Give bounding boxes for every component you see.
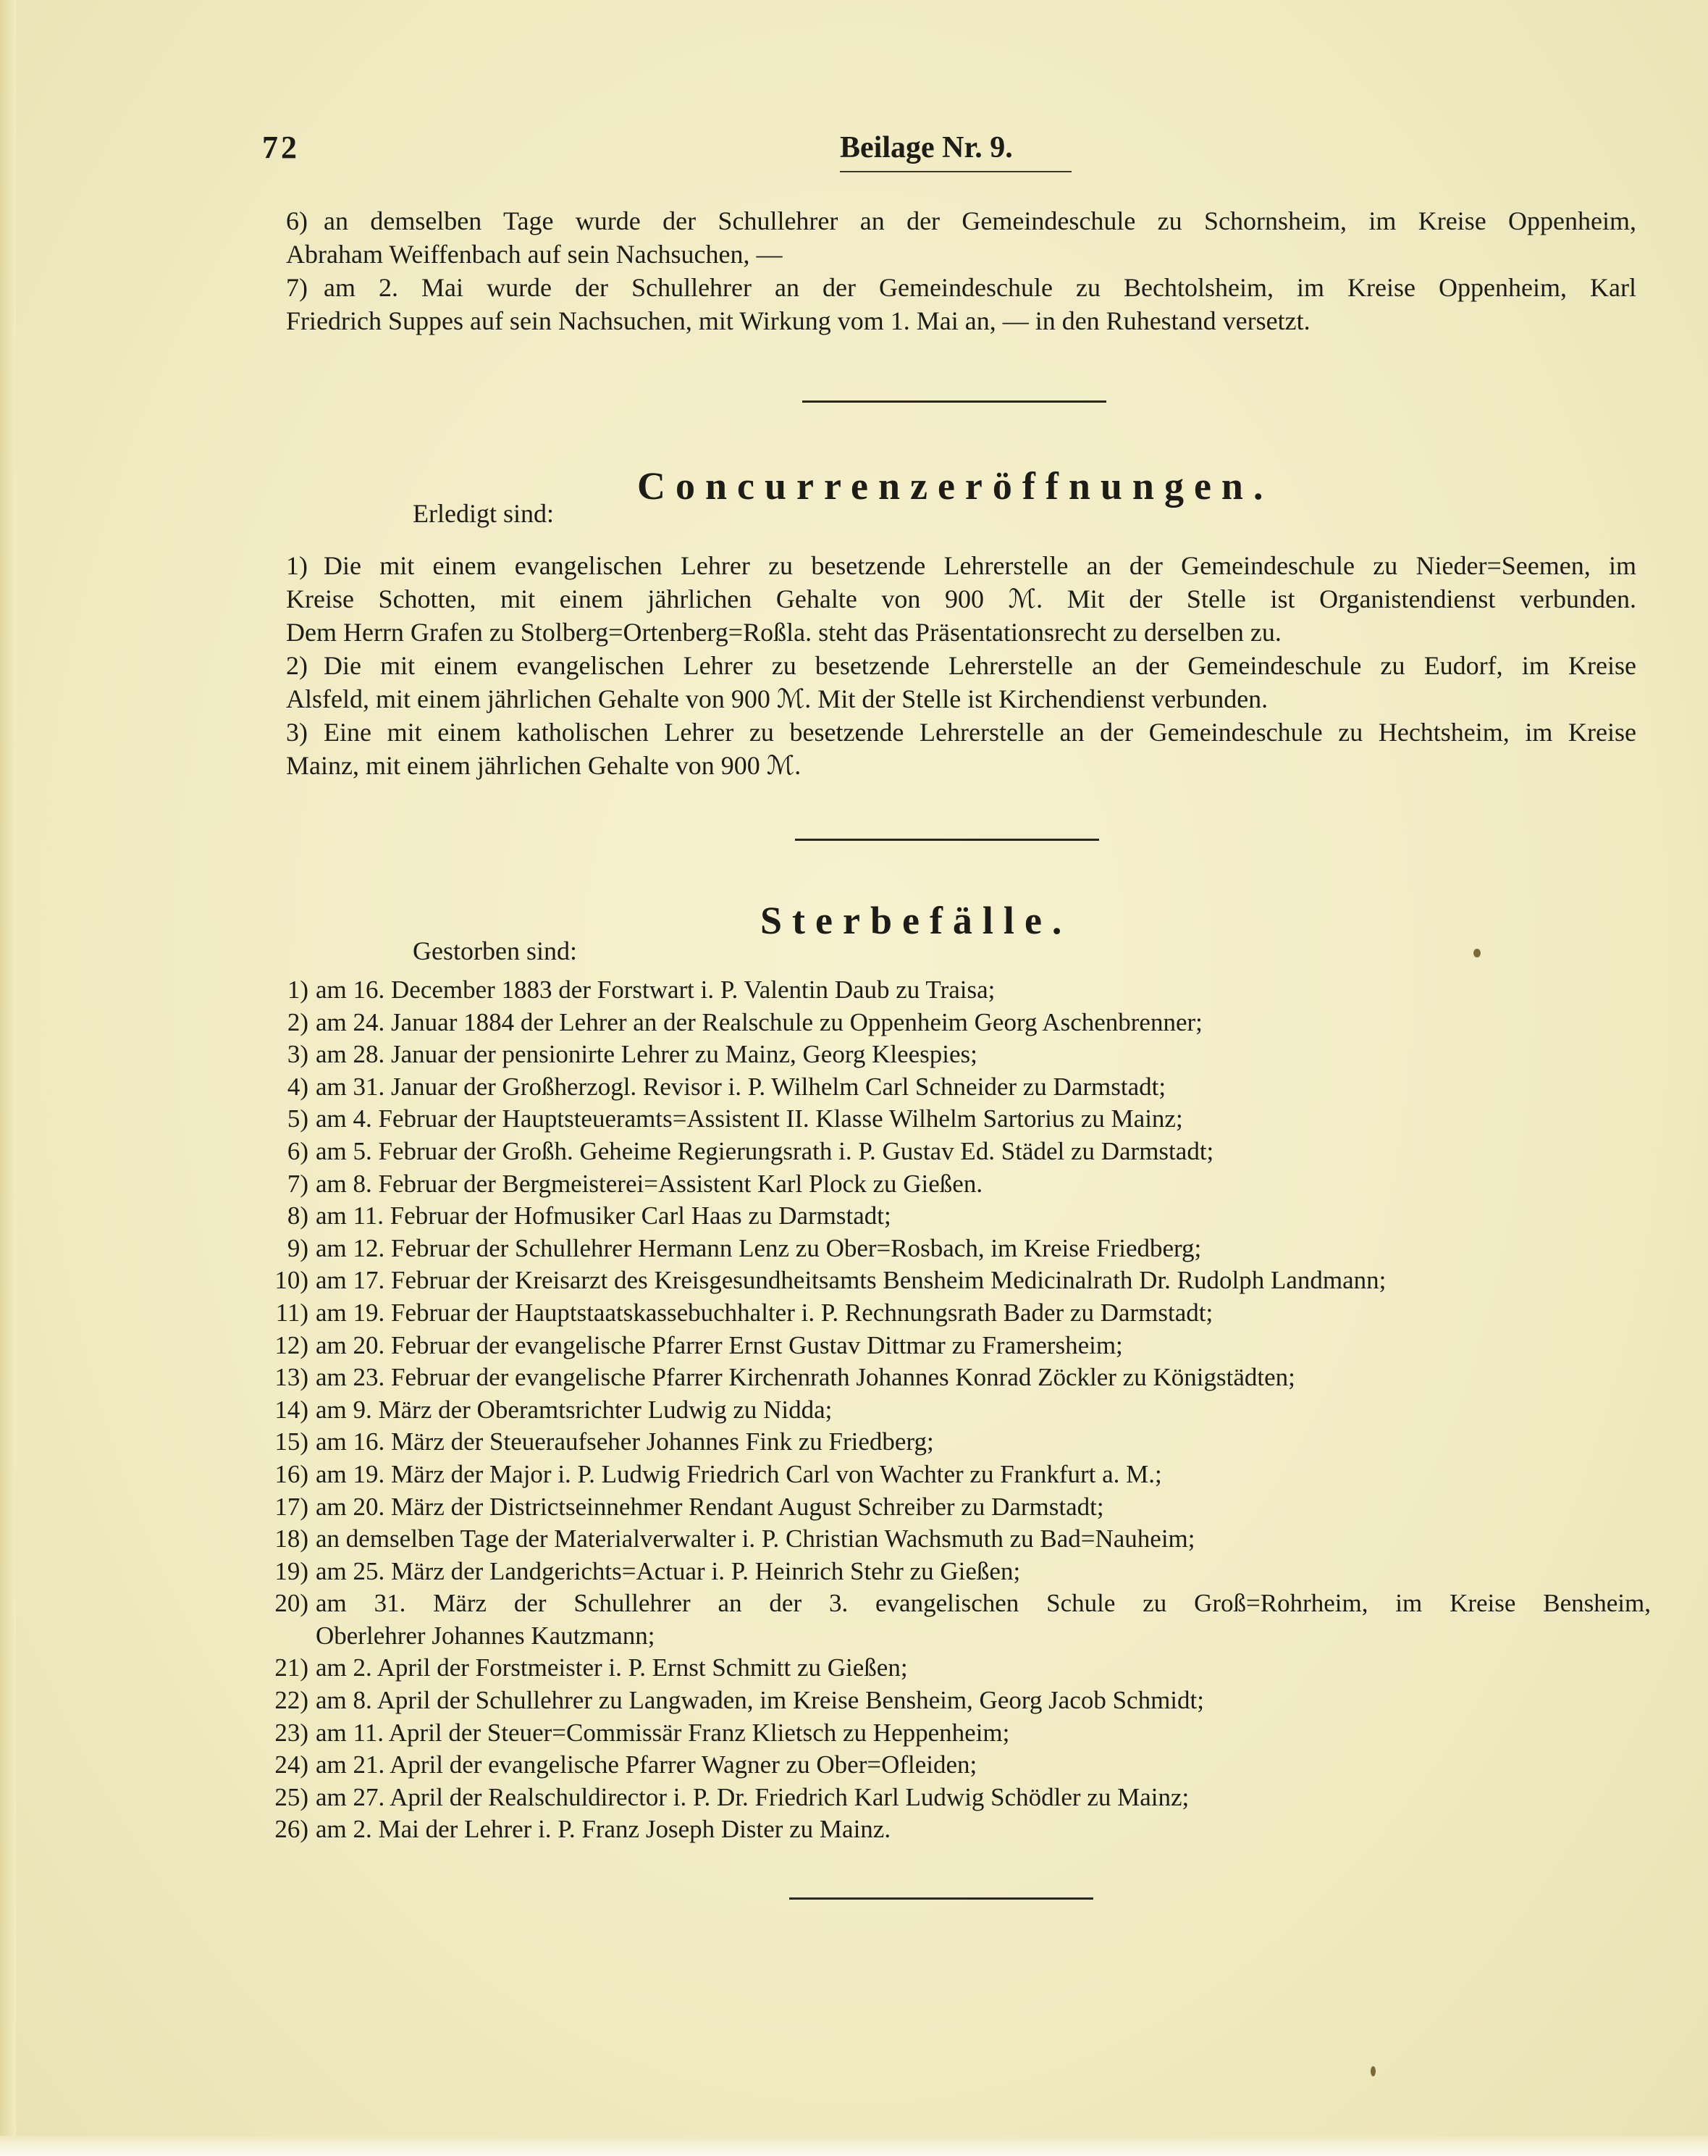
death-list — [261, 974, 1651, 1846]
entry-number: 7) — [286, 273, 308, 302]
entry-number: 14) — [274, 1395, 308, 1424]
death-entry — [261, 1813, 1651, 1846]
list-entry — [286, 204, 1636, 271]
entry-number: 25) — [274, 1782, 308, 1811]
entry-text-line: am 21. April der evangelische Pfarrer Wagner zu Ober=Ofleiden; — [316, 1750, 977, 1779]
entry-text-line: am 2. Mai wurde der Schullehrer an der Gemeindeschule zu Bechtolsheim, im Kreise Oppenheim, Karl — [324, 273, 1636, 302]
entry-text-line: Kreise Schotten, mit einem jährlichen Gehalte von 900 ℳ. Mit der Stelle ist Organistendienst verbunden. — [286, 584, 1636, 613]
entry-number: 26) — [274, 1815, 308, 1844]
death-entry — [261, 1264, 1651, 1297]
entry-number: 6) — [287, 1136, 308, 1165]
entry-text-line: am 11. April der Steuer=Commissär Franz Klietsch zu Heppenheim; — [316, 1718, 1010, 1747]
entry-text-line: am 25. März der Landgerichts=Actuar i. P. Heinrich Stehr zu Gießen; — [316, 1556, 1021, 1585]
list-entry — [286, 716, 1636, 782]
entry-number: 22) — [274, 1686, 308, 1715]
death-entry — [261, 1491, 1651, 1524]
page-number: 72 — [262, 130, 300, 165]
entry-number: 17) — [274, 1492, 308, 1521]
entry-number: 2) — [287, 1007, 308, 1036]
page-edge-bottom — [0, 2136, 1708, 2156]
entry-text-line: am 19. März der Major i. P. Ludwig Friedrich Carl von Wachter zu Frankfurt a. M.; — [316, 1459, 1162, 1488]
death-entry — [261, 1071, 1651, 1104]
entry-number: 8) — [287, 1201, 308, 1230]
death-entry — [261, 1556, 1651, 1588]
header-underline — [840, 171, 1072, 172]
death-entry — [261, 1459, 1651, 1491]
entry-number: 4) — [287, 1072, 308, 1101]
entry-text-line: am 16. December 1883 der Forstwart i. P. Valentin Daub zu Traisa; — [316, 976, 996, 1004]
entry-text-line: am 9. März der Oberamtsrichter Ludwig zu Nidda; — [316, 1395, 833, 1424]
death-entry — [261, 1039, 1651, 1071]
entry-text-line: am 2. April der Forstmeister i. P. Ernst Schmitt zu Gießen; — [316, 1653, 908, 1682]
entry-text-line: Friedrich Suppes auf sein Nachsuchen, mit Wirkung vom 1. Mai an, — in den Ruhestand versetzt. — [286, 306, 1311, 335]
section-divider — [795, 839, 1099, 841]
entry-text-line: am 28. Januar der pensionirte Lehrer zu Mainz, Georg Kleespies; — [316, 1040, 977, 1069]
death-entry — [261, 1297, 1651, 1330]
entry-text-line: am 16. März der Steueraufseher Johannes Fink zu Friedberg; — [316, 1427, 934, 1456]
death-entry — [261, 1007, 1651, 1039]
entry-text-line: am 31. März der Schullehrer an der 3. evangelischen Schule zu Groß=Rohrheim, im Kreise Bensheim, — [316, 1589, 1651, 1618]
entry-number: 12) — [274, 1330, 308, 1359]
death-entry — [261, 1749, 1651, 1782]
section-subheading: Gestorben sind: — [413, 936, 577, 965]
section-heading-sterbefaelle: Sterbefälle. — [760, 899, 1072, 942]
entry-number: 15) — [274, 1427, 308, 1456]
entry-text-line: am 11. Februar der Hofmusiker Carl Haas zu Darmstadt; — [316, 1201, 891, 1230]
entry-number: 1) — [286, 551, 308, 580]
entry-number: 7) — [287, 1169, 308, 1198]
entry-text-line: Die mit einem evangelischen Lehrer zu besetzende Lehrerstelle an der Gemeindeschule zu Eudorf, im Kreise — [324, 651, 1636, 680]
entry-number: 18) — [274, 1524, 308, 1553]
death-entry — [261, 1426, 1651, 1459]
entry-text-line: Abraham Weiffenbach auf sein Nachsuchen, — — [286, 240, 783, 269]
entry-text-line: am 12. Februar der Schullehrer Hermann Lenz zu Ober=Rosbach, im Kreise Friedberg; — [316, 1233, 1202, 1262]
entry-text-line: Oberlehrer Johannes Kautzmann; — [316, 1621, 655, 1650]
entry-number: 2) — [286, 651, 308, 680]
death-entry — [261, 1136, 1651, 1168]
entry-text-line: an demselben Tage der Materialverwalter i. P. Christian Wachsmuth zu Bad=Nauheim; — [316, 1524, 1195, 1553]
entry-number: 19) — [274, 1556, 308, 1585]
entry-text-line: Die mit einem evangelischen Lehrer zu besetzende Lehrerstelle an der Gemeindeschule zu Nieder=Seemen, im — [324, 551, 1636, 580]
section-divider — [802, 400, 1106, 403]
entry-text-line: am 5. Februar der Großh. Geheime Regierungsrath i. P. Gustav Ed. Städel zu Darmstadt; — [316, 1136, 1214, 1165]
death-entry — [261, 1652, 1651, 1685]
ink-spot — [1473, 949, 1481, 957]
entry-number: 1) — [287, 976, 308, 1004]
death-entry — [261, 974, 1651, 1007]
entry-number: 9) — [287, 1233, 308, 1262]
list-entry — [286, 271, 1636, 337]
entry-text-line: am 31. Januar der Großherzogl. Revisor i. P. Wilhelm Carl Schneider zu Darmstadt; — [316, 1072, 1166, 1101]
entry-text-line: am 8. Februar der Bergmeisterei=Assistent Karl Plock zu Gießen. — [316, 1169, 983, 1198]
entry-number: 21) — [274, 1653, 308, 1682]
ink-spot — [1371, 2066, 1376, 2076]
page-edge-left — [0, 0, 16, 2156]
death-entry — [261, 1394, 1651, 1427]
death-entry — [261, 1103, 1651, 1136]
entry-text-line: Mainz, mit einem jährlichen Gehalte von 900 ℳ. — [286, 751, 802, 780]
list-entry — [286, 649, 1636, 716]
entry-text-line: am 23. Februar der evangelische Pfarrer Kirchenrath Johannes Konrad Zöckler zu Königstädten; — [316, 1363, 1295, 1392]
list-entry — [286, 549, 1636, 649]
death-entry — [261, 1200, 1651, 1233]
section-subheading: Erledigt sind: — [413, 499, 554, 528]
death-entry — [261, 1587, 1651, 1620]
death-entry — [261, 1782, 1651, 1814]
running-header: Beilage Nr. 9. — [840, 131, 1013, 164]
entry-text-line: am 27. April der Realschuldirector i. P. Dr. Friedrich Karl Ludwig Schödler zu Mainz; — [316, 1782, 1190, 1811]
entry-text-line: am 24. Januar 1884 der Lehrer an der Realschule zu Oppenheim Georg Aschenbrenner; — [316, 1007, 1203, 1036]
death-entry — [261, 1233, 1651, 1265]
entry-number: 3) — [286, 718, 308, 747]
entry-number: 11) — [275, 1298, 308, 1327]
section-divider — [789, 1897, 1093, 1900]
entry-text-line: an demselben Tage wurde der Schullehrer an der Gemeindeschule zu Schornsheim, im Kreise Oppenheim, — [324, 206, 1636, 235]
entry-number: 16) — [274, 1459, 308, 1488]
death-entry — [261, 1523, 1651, 1556]
entry-number: 24) — [274, 1750, 308, 1779]
vacancy-list — [286, 549, 1636, 782]
entry-number: 10) — [274, 1266, 308, 1295]
entry-text-line: Dem Herrn Grafen zu Stolberg=Ortenberg=Roßla. steht das Präsentationsrecht zu derselben zu. — [286, 618, 1282, 647]
section-heading-concurrenz: Concurrenzeröffnungen. — [637, 464, 1274, 508]
continuation-list — [286, 204, 1636, 337]
entry-number: 6) — [286, 206, 308, 235]
entry-text-line: am 20. März der Districtseinnehmer Rendant August Schreiber zu Darmstadt; — [316, 1492, 1104, 1521]
entry-text-line: am 19. Februar der Hauptstaatskassebuchhalter i. P. Rechnungsrath Bader zu Darmstadt; — [316, 1298, 1213, 1327]
entry-number: 20) — [274, 1589, 308, 1618]
entry-text-line: am 4. Februar der Hauptsteueramts=Assistent II. Klasse Wilhelm Sartorius zu Mainz; — [316, 1104, 1183, 1133]
death-entry — [261, 1717, 1651, 1750]
entry-number: 23) — [274, 1718, 308, 1747]
entry-text-line: am 2. Mai der Lehrer i. P. Franz Joseph Dister zu Mainz. — [316, 1815, 891, 1844]
death-entry — [261, 1330, 1651, 1362]
death-entry — [261, 1362, 1651, 1394]
entry-number: 5) — [287, 1104, 308, 1133]
entry-text-line: am 8. April der Schullehrer zu Langwaden, im Kreise Bensheim, Georg Jacob Schmidt; — [316, 1686, 1204, 1715]
death-entry — [261, 1168, 1651, 1201]
entry-text-line: Eine mit einem katholischen Lehrer zu besetzende Lehrerstelle an der Gemeindeschule zu Hechtsheim, im Kreise — [324, 718, 1636, 747]
death-entry — [261, 1685, 1651, 1717]
entry-number: 3) — [287, 1040, 308, 1069]
entry-text-line: am 20. Februar der evangelische Pfarrer Ernst Gustav Dittmar zu Framersheim; — [316, 1330, 1123, 1359]
death-entry — [261, 1620, 1651, 1653]
entry-number: 13) — [274, 1363, 308, 1392]
entry-text-line: Alsfeld, mit einem jährlichen Gehalte von 900 ℳ. Mit der Stelle ist Kirchendienst verbunden. — [286, 684, 1269, 713]
entry-text-line: am 17. Februar der Kreisarzt des Kreisgesundheitsamts Bensheim Medicinalrath Dr. Rudolph Landmann; — [316, 1266, 1387, 1295]
